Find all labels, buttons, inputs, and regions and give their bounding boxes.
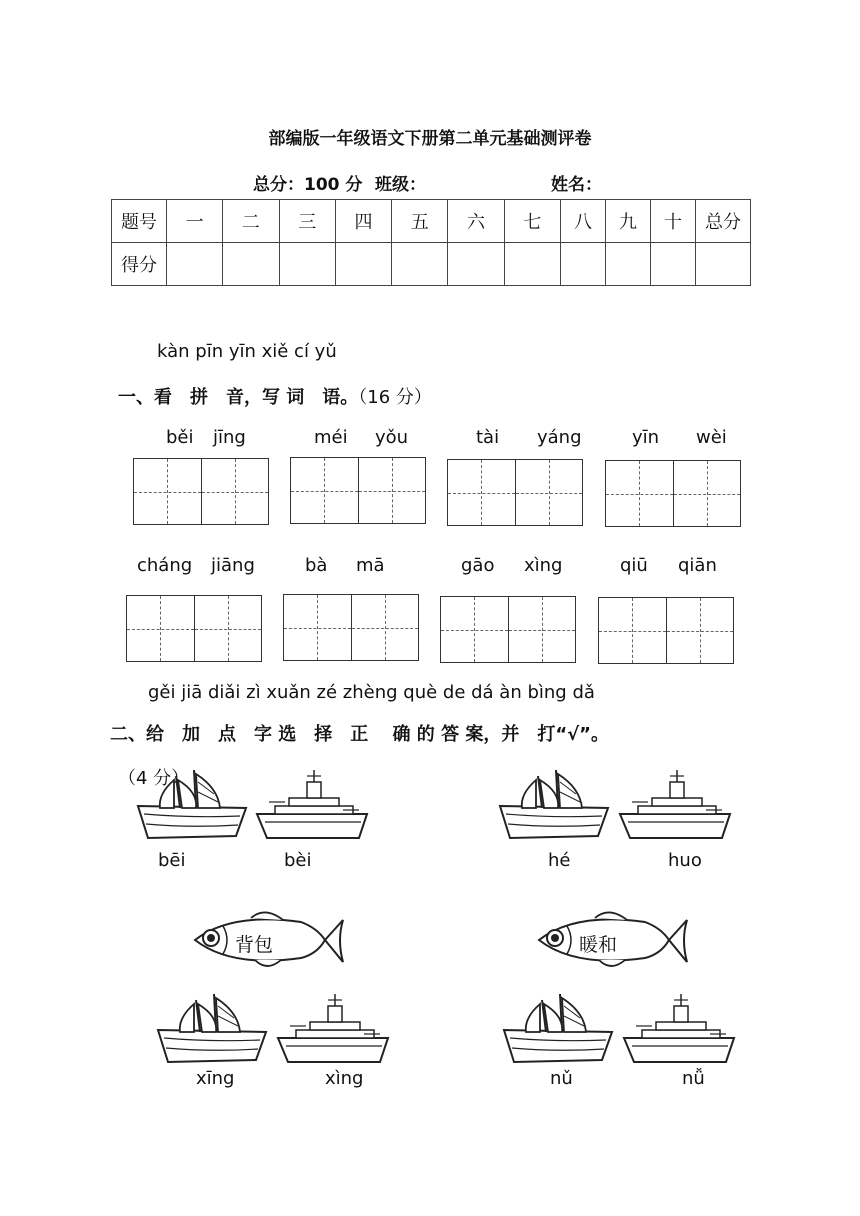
sailboat-icon[interactable] [502, 992, 617, 1066]
option-pinyin: bèi [284, 850, 312, 871]
score-table-head-cell: 八 [561, 200, 606, 243]
section1-points: （16 分） [358, 387, 432, 408]
pinyin-syllable: cháng [137, 555, 193, 576]
pinyin-syllable: xìng [524, 555, 563, 576]
score-input-cell[interactable] [504, 243, 560, 286]
option-pinyin: hé [548, 850, 571, 871]
fish-word: 背包 [235, 934, 274, 956]
option-pinyin: bēi [158, 850, 186, 871]
score-table-head-cell: 三 [279, 200, 335, 243]
score-table-head-cell: 一 [167, 200, 223, 243]
pinyin-syllable: yǒu [375, 427, 409, 448]
score-table-header-row [112, 200, 751, 243]
pinyin-syllable: jīng [213, 427, 246, 448]
sailboat-icon[interactable] [156, 992, 271, 1066]
score-table-head-cell: 四 [335, 200, 391, 243]
writing-grid[interactable] [598, 597, 734, 664]
score-input-cell[interactable] [392, 243, 448, 286]
score-table-head-cell: 题号 [112, 200, 167, 243]
score-input-cell[interactable] [696, 243, 751, 286]
score-input-cell[interactable] [651, 243, 696, 286]
score-row-label: 得分 [112, 243, 167, 286]
pinyin-syllable: wèi [696, 427, 727, 448]
writing-grid[interactable] [133, 458, 269, 525]
score-table-head-cell: 总分 [696, 200, 751, 243]
score-input-cell[interactable] [448, 243, 504, 286]
pinyin-syllable: gāo [461, 555, 495, 576]
writing-grid[interactable] [440, 596, 576, 663]
option-pinyin: nǚ [682, 1068, 705, 1089]
option-pinyin: huo [668, 850, 702, 871]
sailboat-icon[interactable] [498, 768, 613, 842]
score-input-cell[interactable] [561, 243, 606, 286]
score-table-head-cell: 七 [504, 200, 560, 243]
section1-pinyin-heading: kàn pīn yīn xiě cí yǔ [157, 341, 337, 362]
warship-icon[interactable] [276, 992, 391, 1066]
writing-grid[interactable] [283, 594, 419, 661]
pinyin-syllable: yīn [632, 427, 660, 448]
fish-word: 暖和 [579, 934, 618, 956]
option-pinyin: nǔ [550, 1068, 573, 1089]
option-pinyin: xīng [196, 1068, 235, 1089]
score-input-cell[interactable] [223, 243, 279, 286]
section1-title-text: 一、看 拼 音，写 词 语。 [118, 387, 359, 408]
warship-icon[interactable] [255, 768, 370, 842]
name-label: 姓名： [551, 175, 602, 195]
pinyin-syllable: qiū [620, 555, 648, 576]
warship-icon[interactable] [622, 992, 737, 1066]
score-input-cell[interactable] [167, 243, 223, 286]
pinyin-syllable: méi [314, 427, 348, 448]
pinyin-syllable: qiān [678, 555, 717, 576]
page-title: 部编版一年级语文下册第二单元基础测评卷 [268, 129, 592, 149]
score-table-head-cell: 十 [651, 200, 696, 243]
score-table-score-row [112, 243, 751, 286]
total-score-label: 总分：100 分 [253, 175, 363, 195]
section1-title [118, 383, 432, 409]
score-table-head-cell: 五 [392, 200, 448, 243]
score-input-cell[interactable] [335, 243, 391, 286]
pinyin-syllable: mā [356, 555, 385, 576]
pinyin-syllable: yáng [537, 427, 582, 448]
score-table [111, 199, 751, 286]
pinyin-syllable: jiāng [211, 555, 255, 576]
score-input-cell[interactable] [279, 243, 335, 286]
sailboat-icon[interactable] [136, 768, 251, 842]
pinyin-syllable: tài [476, 427, 500, 448]
writing-grid[interactable] [290, 457, 426, 524]
score-table-head-cell: 九 [606, 200, 651, 243]
warship-icon[interactable] [618, 768, 733, 842]
score-table-head-cell: 二 [223, 200, 279, 243]
section2-points: （4 分） [118, 768, 190, 789]
writing-grid[interactable] [126, 595, 262, 662]
score-input-cell[interactable] [606, 243, 651, 286]
class-label: 班级： [375, 175, 426, 195]
section2-pinyin-heading: gěi jiā diǎi zì xuǎn zé zhèng què de dá àn bìng dǎ [148, 682, 595, 703]
option-pinyin: xìng [325, 1068, 364, 1089]
score-table-head-cell: 六 [448, 200, 504, 243]
pinyin-syllable: bà [305, 555, 328, 576]
pinyin-syllable: běi [166, 427, 194, 448]
writing-grid[interactable] [447, 459, 583, 526]
section2-title: 二、给 加 点 字 选 择 正 确 的 答 案，并 打“√”。 [110, 724, 609, 745]
writing-grid[interactable] [605, 460, 741, 527]
